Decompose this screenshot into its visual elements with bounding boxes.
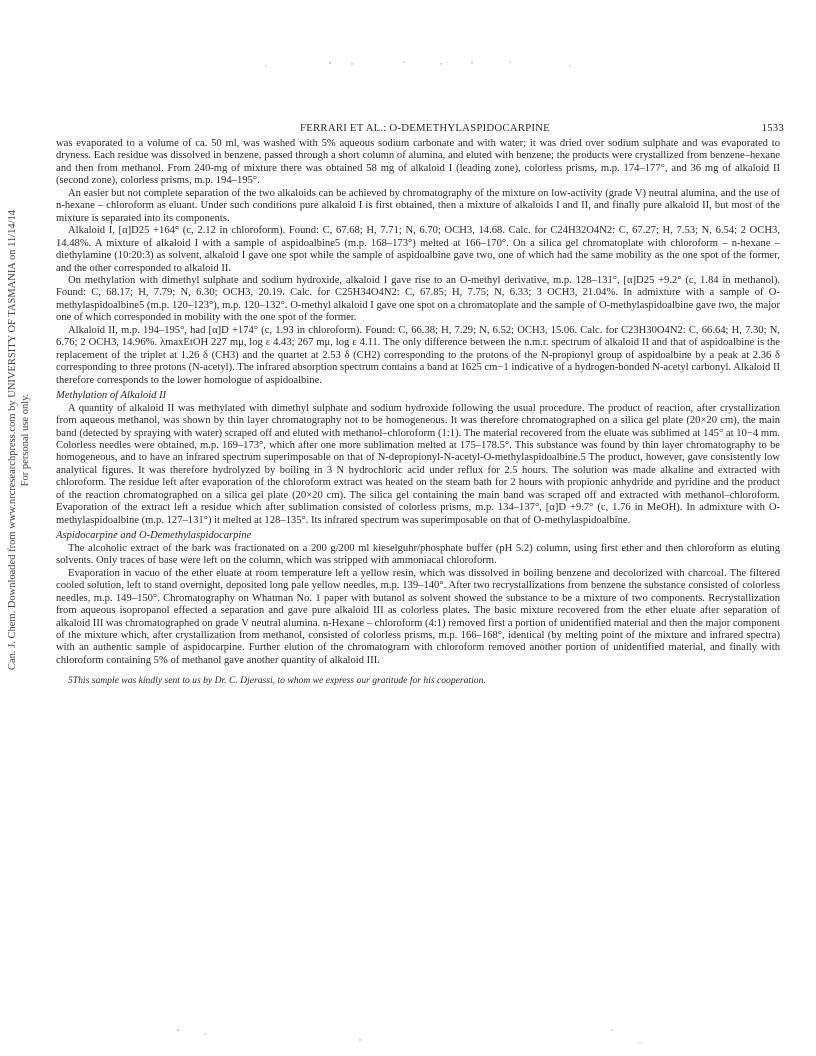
article-body [56,138,780,687]
page-number: 1533 [761,122,784,134]
paragraph-alkaloid-ii: Alkaloid II, m.p. 194–195°, had [α]D +174° (c, 1.93 in chloroform). Found: C, 66.38; H, 7.29; N, 6.52; OCH3, 15.06. Calc. for C23H30O4N2: C, 66.64; H, 7.30; N, 6.76; 2 OCH3, 14.96%. λmaxEtOH 227 mμ, log ε 4.43; 267 mμ, log ε 4.11. The only difference between the n.m.r. spectrum of alkaloid II and that of aspidoalbine is the replacement of the triplet at 1.26 δ (CH3) and the quartet at 2.53 δ (CH2) corresponding to the protons of the N-propionyl group of aspidoalbine by a peak at 2.36 δ corresponding to three protons (N-acetyl). The infrared absorption spectrum contains a band at 1625 cm−1 indicative of a hydrogen-bonded N-acetyl carbonyl. Alkaloid II therefore corresponds to the lower homologue of aspidoalbine. [56,324,780,386]
paragraph-alkaloid-i: Alkaloid I, [α]D25 +164° (c, 2.12 in chloroform). Found: C, 67.68; H, 7.71; N, 6.70; OCH3, 14.68. Calc. for C24H32O4N2: C, 67.27; H, 7.53; N, 6.54; 2 OCH3, 14.48%. A mixture of alkaloid I with a sample of aspidoalbine5 (m.p. 168–173°) melted at 166–170°. On a silica gel chromatoplate with chloroform – n-hexane – diethylamine (10:20:3) as solvent, alkaloid I gave one spot while the sample of aspidoalbine gave two, one of which had the same mobility as the one spot of the former, and the other corresponded to alkaloid II. [56,225,780,274]
running-header [56,122,794,138]
section-heading-aspidocarpine: Aspidocarpine and O-Demethylaspidocarpine [56,530,252,542]
download-watermark [2,40,36,840]
paragraph-evaporation: Evaporation in vacuo of the ether eluate at room temperature left a yellow resin, which was dissolved in boiling benzene and decolorized with charcoal. The filtered cooled solution, left to stand overnight, deposited long pale yellow needles, m.p. 139–140°. After two recrystallizations from benzene the substance consisted of colorless needles, m.p. 149–150°. Chromatography on Whatman No. 1 paper with butanol as solvent showed the substance to be a mixture of two components. Recrystallization from aqueous isopropanol effected a separation and gave pure alkaloid III as colorless plates. The basic mixture recovered from the ether eluate after separation of alkaloid III was chromatographed on grade V neutral alumina. n-Hexane – chloroform (4:1) removed first a portion of unidentified material and then the major component of the mixture which, after crystallization from methanol, consisted of colorless prisms, m.p. 166–168°, identical (by melting point of the mixture and infrared spectra) with an authentic sample of aspidocarpine. Further elution of the chromatogram with chloroform removed another portion of unidentified material, and finally with chloroform containing 5% of methanol gave another quantity of alkaloid III. [56,567,780,666]
download-notice: Can. J. Chem. Downloaded from www.nrcresearchpress.com by UNIVERSITY OF TASMANIA on 11/14/14 [7,209,18,671]
personal-use-notice: For personal use only. [20,393,31,487]
paragraph-separation: An easier but not complete separation of the two alkaloids can be achieved by chromatography of the mixture on low-activity (grade V) neutral alumina, and the use of n-hexane – chloroform as eluant. Under such conditions pure alkaloid I is first obtained, then a mixture of alkaloids I and II, and finally pure alkaloid II, but most of the mixture is separated into its components. [56,187,780,224]
paragraph-extract: The alcoholic extract of the bark was fractionated on a 200 g/200 ml kieselguhr/phosphate buffer (pH 5.2) column, using first ether and then chloroform as eluting solvents. Only traces of base were left on the column, which was stripped with ammoniacal chloroform. [56,542,780,567]
running-title: FERRARI ET AL.: O-DEMETHYLASPIDOCARPINE [300,122,550,134]
paragraph-methylation-ii: A quantity of alkaloid II was methylated with dimethyl sulphate and sodium hydroxide following the usual procedure. The product of reaction, after crystallization from aqueous methanol, was shown by thin layer chromatography not to be homogeneous. It was therefore chromatographed on a silica gel plate (20×20 cm), the main band (detected by spraying with water) scraped off and eluted with methanol–chloroform (1:1). The material recovered from the eluate was sublimed at 145° at 10−4 mm. Colorless needles were obtained, m.p. 169–173°, which after one more sublimation melted at 175–178.5°. This substance was found by thin layer chromatography to be homogeneous, and to have an infrared spectrum superimposable on that of N-depropionyl-N-acetyl-O-methylaspidoalbine.5 The product, however, gave consistently low analytical figures. It was therefore hydrolyzed by boiling in 3 N hydrochloric acid under reflux for 2.5 hours. The solution was made alkaline and extracted with chloroform. The residue left after evaporation of the chloroform extract was heated on the steam bath for 2 hours with propionic anhydride and pyridine and the product of the reaction chromatographed on a silica gel plate (20×20 cm). The silica gel containing the main band was scraped off and extracted with methanol–chloroform. Evaporation of the extract left a residue which after sublimation consisted of colorless prisms, m.p. 134–137°, [α]D +9.7° (c, 1.76 in MeOH). In admixture with O-methylaspidoalbine (m.p. 127–131°) it melted at 128–135°. Its infrared spectrum was superimposable on that of O-methylaspidoalbine. [56,402,780,526]
section-heading-methylation: Methylation of Alkaloid II [56,390,167,402]
paragraph-continuation: was evaporated to a volume of ca. 50 ml, was washed with 5% aqueous sodium carbonate and with water; it was dried over sodium sulphate and was evaporated to dryness. Each residue was dissolved in benzene, passed through a short column of alumina, and eluted with benzene; the products were crystallized from benzene–hexane and then from methanol. From 240-mg of mixture there was obtained 58 mg of alkaloid I (leading zone), colorless prisms, m.p. 174–177°, and 36 mg of alkaloid II (second zone), colorless prisms, m.p. 194–195°. [56,138,780,187]
paragraph-methylation-i: On methylation with dimethyl sulphate and sodium hydroxide, alkaloid I gave rise to an O-methyl derivative, m.p. 128–131°, [α]D25 +9.2° (c, 1.84 in methanol). Found: C, 68.17; H, 7.79; N, 6.30; OCH3, 20.19. Calc. for C25H34O4N2: C, 67.85; H, 7.75; N, 6.33; 3 OCH3, 21.04%. In admixture with a sample of O-methylaspidoalbine5 (m.p. 120–123°), m.p. 120–132°. O-methyl alkaloid I gave one spot on a chromatoplate and the sample of O-methylaspidoalbine gave two, the major one of which corresponded in mobility with the one spot of the former. [56,274,780,324]
footnote: 5This sample was kindly sent to us by Dr. C. Djerassi, to whom we express our gratitude for his cooperation. [68,675,486,687]
